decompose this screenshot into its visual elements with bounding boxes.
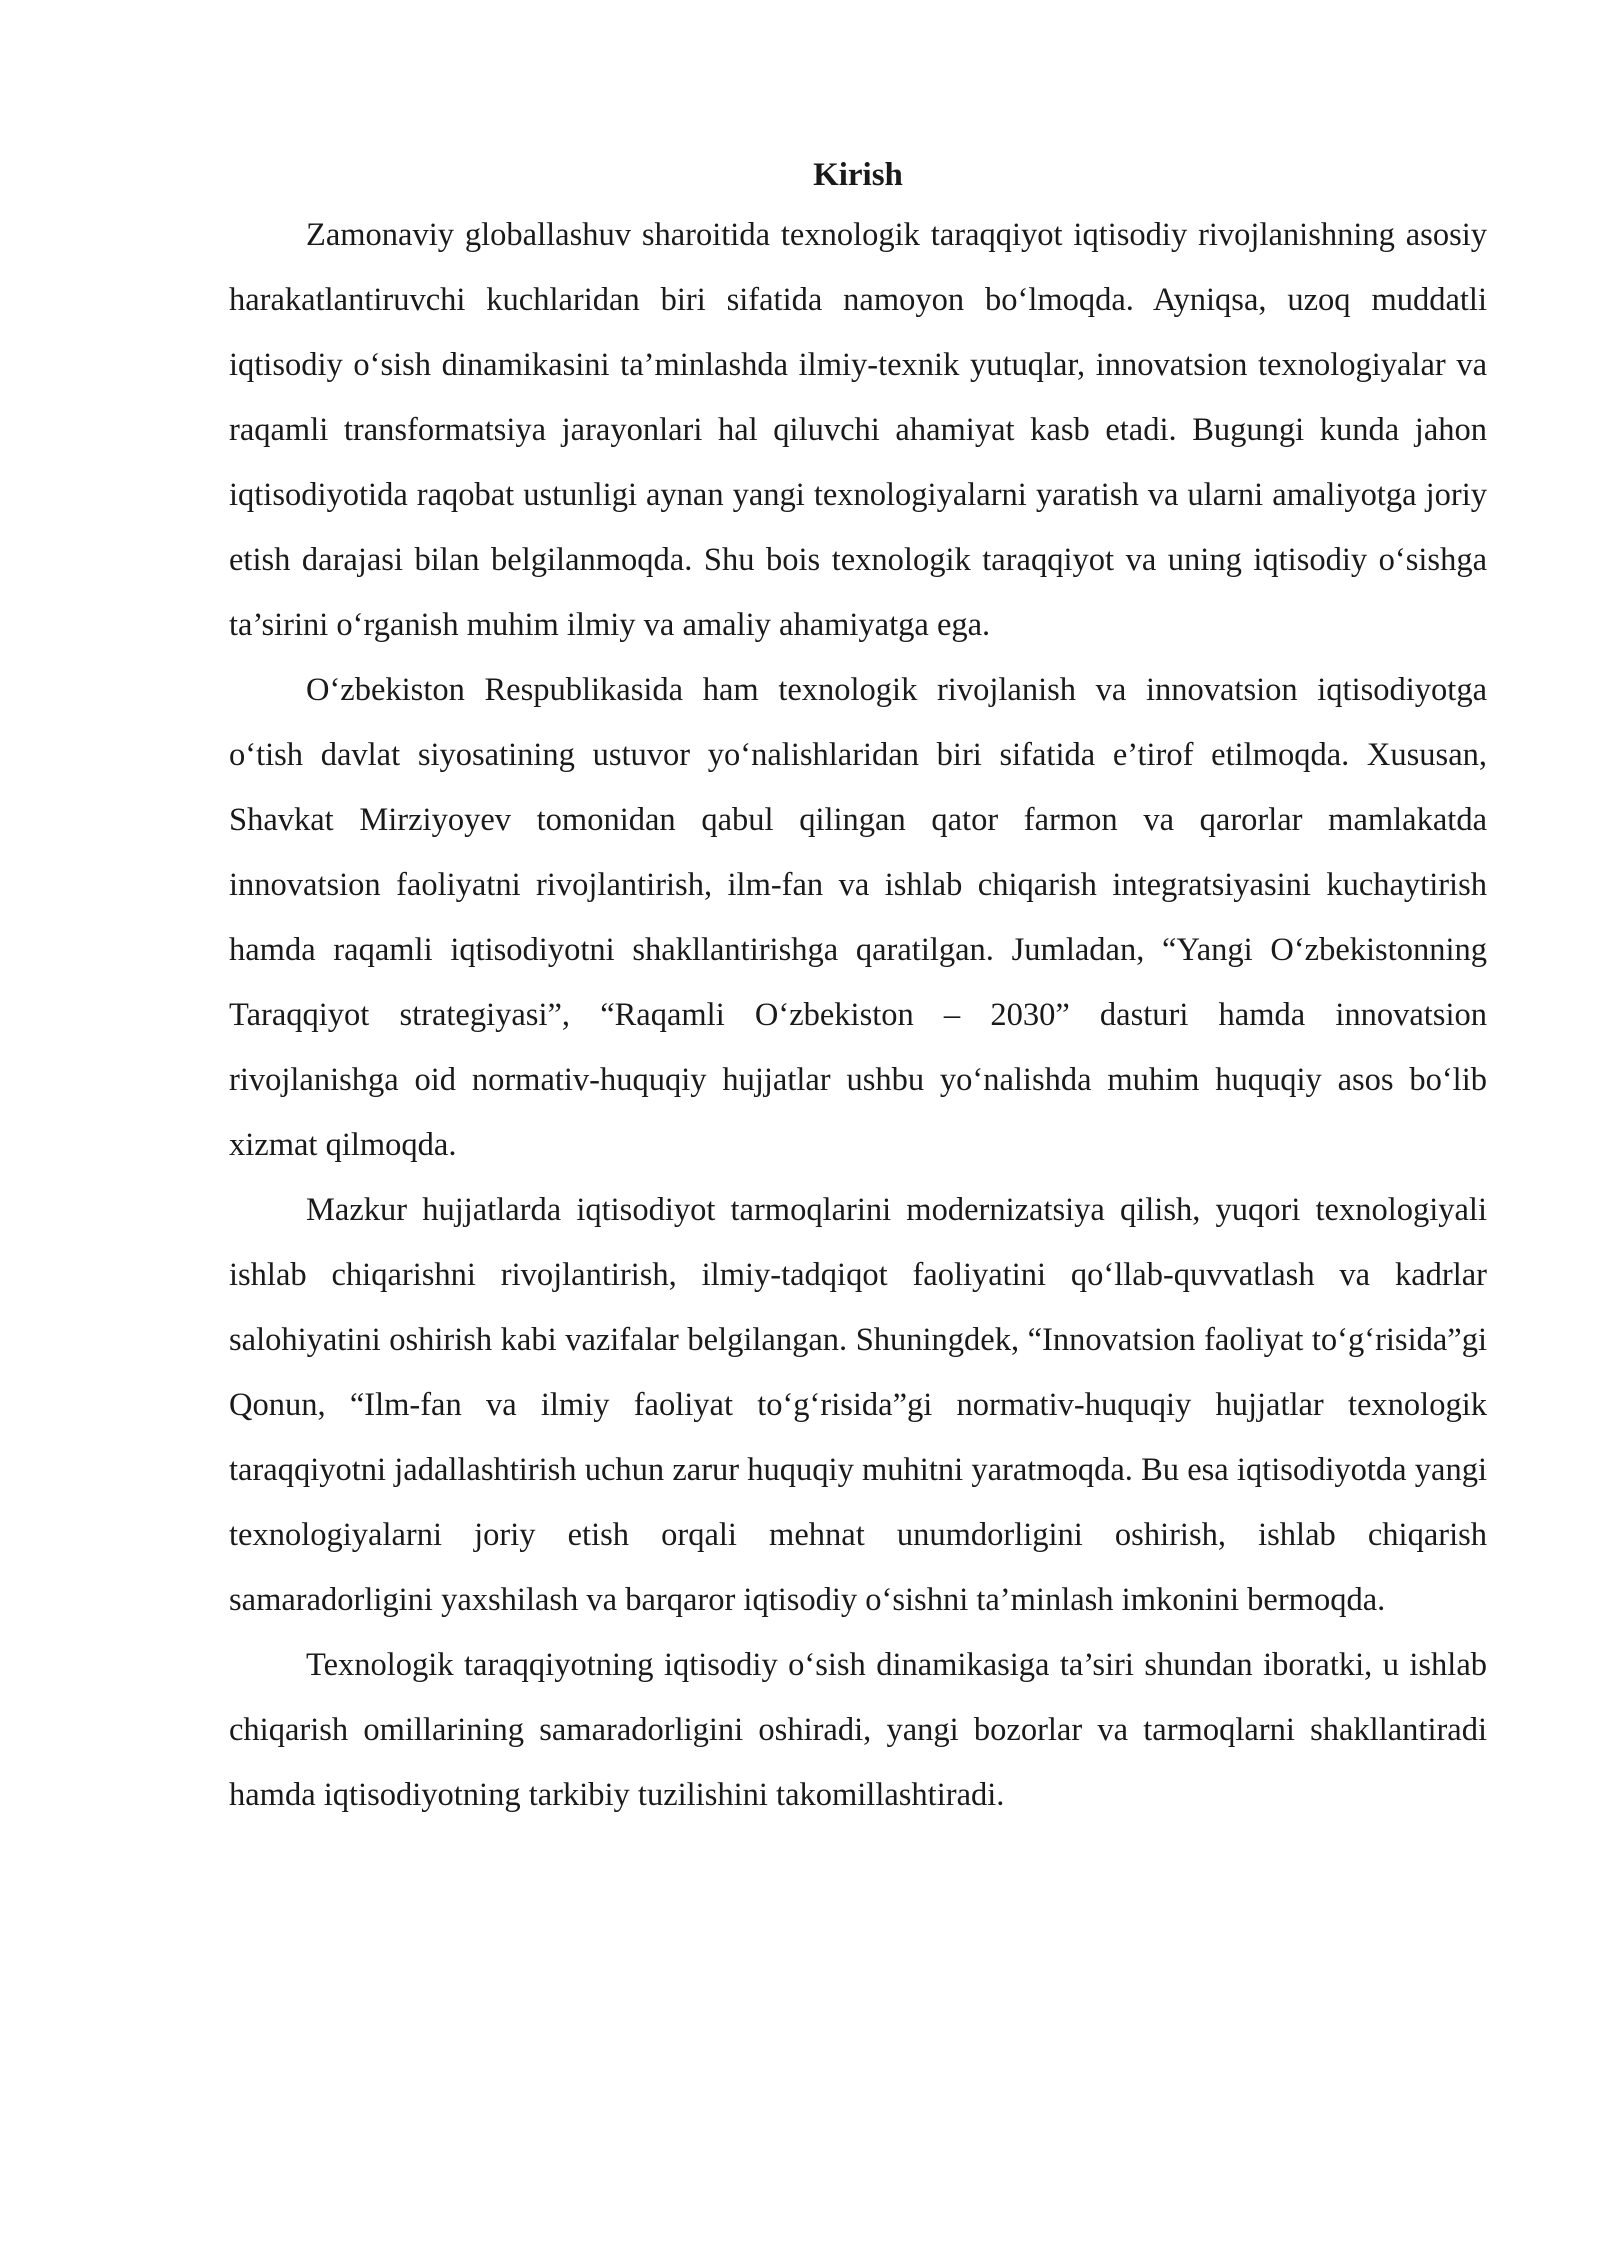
paragraph-3: Mazkur hujjatlarda iqtisodiyot tarmoqlarini modernizatsiya qilish, yuqori texnologiyali ishlab chiqarishni rivojlantirish, ilmiy-tadqiqot faoliyatini qo‘llab-quvvatlash va kadrlar salohiyatini oshirish kabi vazifalar belgilangan. Shuningdek, “Innovatsion faoliyat to‘g‘risida”gi Qonun, “Ilm-fan va ilmiy faoliyat to‘g‘risida”gi normativ-huquqiy hujjatlar texnologik taraqqiyotni jadallashtirish uchun zarur huquqiy muhitni yaratmoqda. Bu esa iqtisodiyotda yangi texnologiyalarni joriy etish orqali mehnat unumdorligini oshirish, ishlab chiqarish samaradorligini yaxshilash va barqaror iqtisodiy o‘sishni ta’minlash imkonini bermoqda. xyxy=(229,1192,1487,1618)
paragraph-4: Texnologik taraqqiyotning iqtisodiy o‘sish dinamikasiga ta’siri shundan iboratki, u ishlab chiqarish omillarining samaradorligini oshiradi, yangi bozorlar va tarmoqlarni shakllantiradi hamda iqtisodiyotning tarkibiy tuzilishini takomillashtiradi. xyxy=(229,1647,1487,1813)
document-body xyxy=(229,147,1487,1828)
section-title: Kirish xyxy=(813,157,903,193)
paragraph-1: Zamonaviy globallashuv sharoitida texnologik taraqqiyot iqtisodiy rivojlanishning asosiy harakatlantiruvchi kuchlaridan biri sifatida namoyon bo‘lmoqda. Ayniqsa, uzoq muddatli iqtisodiy o‘sish dinamikasini ta’minlashda ilmiy-texnik yutuqlar, innovatsion texnologiyalar va raqamli transformatsiya jarayonlari hal qiluvchi ahamiyat kasb etadi. Bugungi kunda jahon iqtisodiyotida raqobat ustunligi aynan yangi texnologiyalarni yaratish va ularni amaliyotga joriy etish darajasi bilan belgilanmoqda. Shu bois texnologik taraqqiyot va uning iqtisodiy o‘sishga ta’sirini o‘rganish muhim ilmiy va amaliy ahamiyatga ega. xyxy=(229,217,1487,643)
paragraph-2: O‘zbekiston Respublikasida ham texnologik rivojlanish va innovatsion iqtisodiyotga o‘tish davlat siyosatining ustuvor yo‘nalishlaridan biri sifatida e’tirof etilmoqda. Xususan, Shavkat Mirziyoyev tomonidan qabul qilingan qator farmon va qarorlar mamlakatda innovatsion faoliyatni rivojlantirish, ilm-fan va ishlab chiqarish integratsiyasini kuchaytirish hamda raqamli iqtisodiyotni shakllantirishga qaratilgan. Jumladan, “Yangi O‘zbekistonning Taraqqiyot strategiyasi”, “Raqamli O‘zbekiston – 2030” dasturi hamda innovatsion rivojlanishga oid normativ-huquqiy hujjatlar ushbu yo‘nalishda muhim huquqiy asos bo‘lib xizmat qilmoqda. xyxy=(229,672,1487,1163)
